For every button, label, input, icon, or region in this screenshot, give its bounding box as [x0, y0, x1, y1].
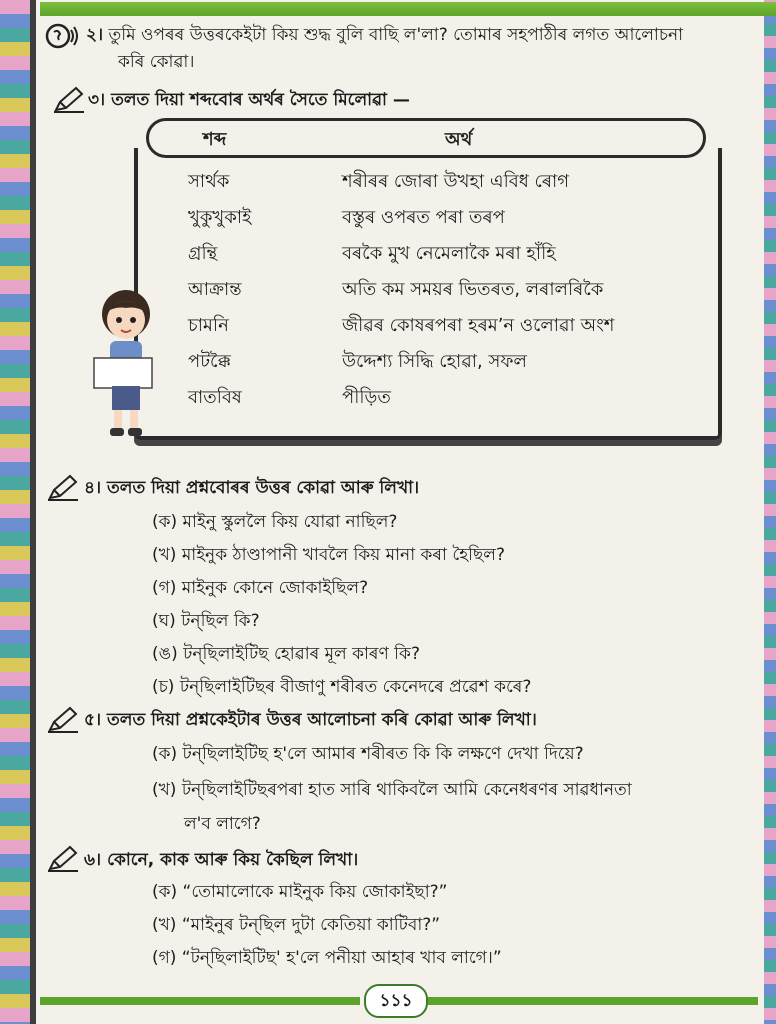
question-5-item: (ক) টন্‌ছিলাইটিছ হ'লে আমাৰ শৰীৰত কি কি লক্ষণে দেখা দিয়ে? — [152, 744, 584, 764]
column-header-meaning: অৰ্থ — [445, 129, 473, 150]
book-spine — [30, 0, 36, 1024]
question-3-heading — [88, 88, 410, 112]
word-cell: চামনি — [188, 315, 229, 336]
bottom-green-rule-left — [40, 997, 360, 1005]
question-4-number: ৪। — [84, 478, 102, 498]
column-header-word: শব্দ — [203, 129, 227, 150]
question-6-item: (ক) “তোমালোকে মাইনুক কিয় জোকাইছা?” — [152, 882, 448, 902]
boy-holding-sign-illustration — [92, 286, 162, 442]
word-cell: বাতবিষ — [188, 387, 242, 408]
meaning-cell: পীড়িত — [342, 387, 391, 408]
question-3-text: তলত দিয়া শব্দবোৰ অৰ্থৰ সৈতে মিলোৱা — — [111, 90, 410, 110]
speaking-head-icon — [44, 22, 78, 50]
top-green-rule — [40, 2, 776, 16]
question-5-item: (খ) টন্‌ছিলাইটিছৰপৰা হাত সাৰি থাকিবলৈ আমি কেনেধৰণৰ সাৱধানতা — [152, 780, 632, 800]
meaning-cell: অতি কম সময়ৰ ভিতৰত, লৰালৰিকৈ — [342, 279, 604, 300]
question-2-line-1 — [86, 23, 683, 47]
question-5-heading — [84, 708, 537, 732]
question-6-text: কোনে, কাক আৰু কিয় কৈছিল লিখা। — [107, 850, 359, 870]
question-2-number: ২। — [86, 25, 104, 45]
question-2-line-2: কৰি কোৱা। — [118, 52, 195, 72]
table-header — [146, 118, 706, 158]
word-cell: আক্ৰান্ত — [188, 279, 242, 300]
meaning-cell: বস্তুৰ ওপৰত পৰা তৰপ — [342, 207, 505, 228]
pencil-icon — [52, 86, 86, 114]
question-4-item: (ঙ) টন্‌ছিলাইটিছ হোৱাৰ মূল কাৰণ কি? — [152, 644, 420, 664]
meaning-cell: শৰীৰৰ জোৰা উখহা এবিধ ৰোগ — [342, 171, 569, 192]
question-4-text: তলত দিয়া প্ৰশ্নবোৰৰ উত্তৰ কোৱা আৰু লিখা। — [107, 478, 420, 498]
bottom-green-rule-right — [428, 997, 758, 1005]
question-4-item: (ঘ) টন্‌ছিল কি? — [152, 611, 260, 631]
question-6-number: ৬। — [84, 850, 102, 870]
question-5-item-continued: ল'ব লাগে? — [184, 814, 261, 834]
question-6-item: (খ) “মাইনুৰ টন্‌ছিল দুটা কেতিয়া কাটিবা?” — [152, 915, 441, 935]
word-cell: পটক্কৈ — [188, 351, 231, 372]
word-cell: গ্ৰন্থি — [188, 243, 218, 264]
question-4-heading — [84, 476, 419, 500]
question-4-item: (ক) মাইনু স্কুললৈ কিয় যোৱা নাছিল? — [152, 512, 398, 532]
question-4-item: (খ) মাইনুক ঠাণ্ডাপানী খাবলৈ কিয় মানা কৰা হৈছিল? — [152, 545, 505, 565]
question-5-number: ৫। — [84, 710, 102, 730]
question-3-number: ৩। — [88, 90, 106, 110]
question-6-item: (গ) “টন্‌ছিলাইটিছ' হ'লে পনীয়া আহাৰ খাব লাগে।” — [152, 948, 502, 968]
pencil-icon — [46, 474, 80, 502]
pencil-icon — [46, 845, 80, 873]
question-4-item: (চ) টন্‌ছিলাইটিছৰ বীজাণু শৰীৰত কেনেদৰে প্ৰৱেশ কৰে? — [152, 677, 532, 697]
meaning-cell: উদ্দেশ্য সিদ্ধি হোৱা, সফল — [342, 351, 527, 372]
question-4-item: (গ) মাইনুক কোনে জোকাইছিল? — [152, 578, 369, 598]
question-5-text: তলত দিয়া প্ৰশ্নকেইটাৰ উত্তৰ আলোচনা কৰি কোৱা আৰু লিখা। — [107, 710, 537, 730]
word-cell: খুকুখুকাই — [188, 207, 252, 228]
word-cell: সাৰ্থক — [188, 171, 230, 192]
meaning-cell: বৰকৈ মুখ নেমেলাকৈ মৰা হাঁহি — [342, 243, 556, 264]
word-meaning-table — [134, 118, 724, 444]
question-6-heading — [84, 848, 358, 872]
meaning-cell: জীৱৰ কোষৰপৰা হৰমʼন ওলোৱা অংশ — [342, 315, 615, 336]
question-2-text: তুমি ওপৰৰ উত্তৰকেইটা কিয় শুদ্ধ বুলি বাছি ল'লা? তোমাৰ সহপাঠীৰ লগত আলোচনা — [108, 25, 684, 45]
right-decorative-border — [764, 0, 776, 1024]
page-number: ১১১ — [364, 984, 428, 1018]
pencil-icon — [46, 706, 80, 734]
